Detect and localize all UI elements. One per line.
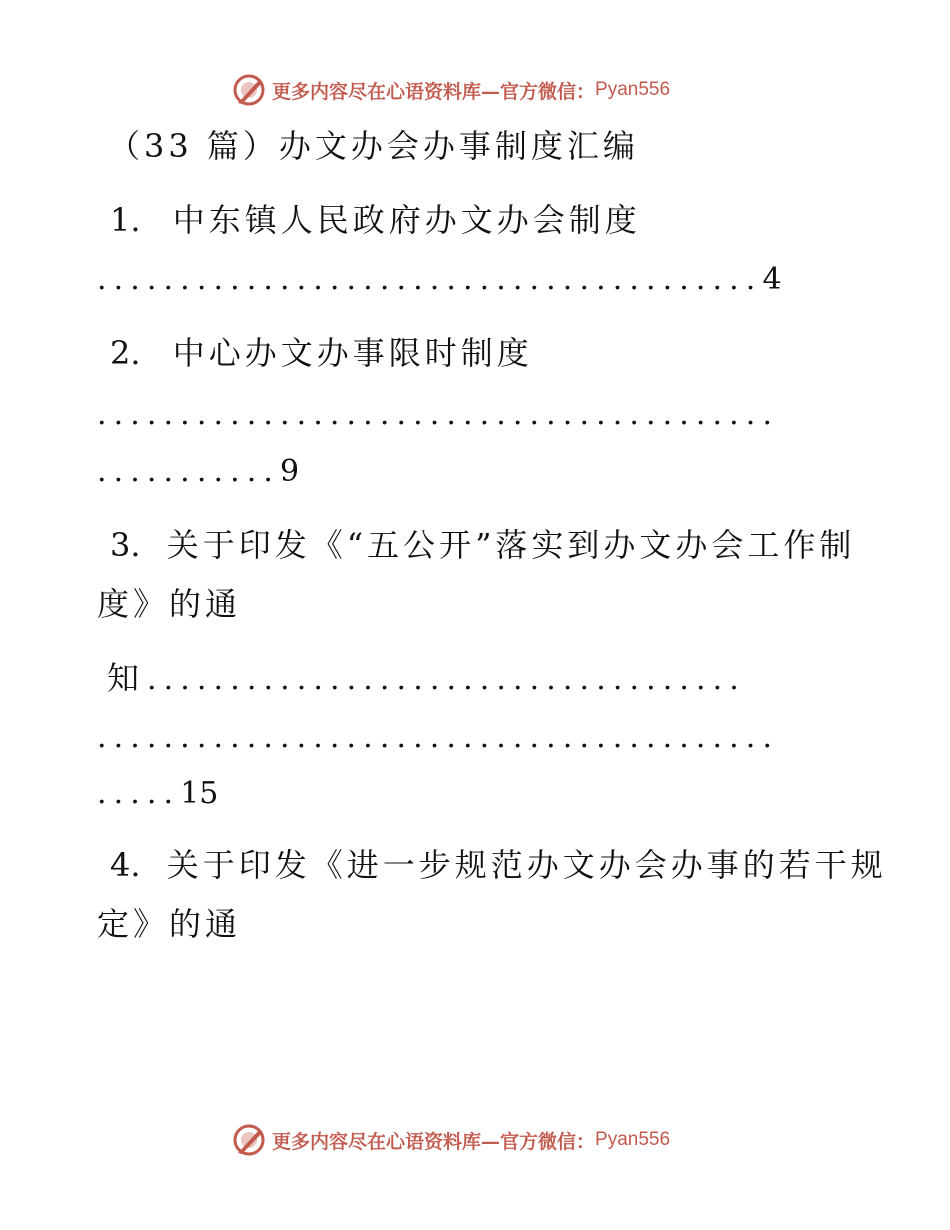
toc-leader-3a: 知 .................................... (107, 659, 746, 697)
toc-leader-3c: .....15 (97, 776, 219, 811)
toc-entry-3 (110, 525, 855, 565)
watermark-banner-bottom (232, 1122, 670, 1158)
toc-entry-3-line2: 度》的通 (97, 585, 242, 623)
toc-entry-3-line3: 知 (107, 659, 140, 697)
watermark-text: 更多内容尽在心语资料库—官方微信： (272, 1130, 596, 1153)
toc-entry-number: 1. (110, 201, 141, 239)
watermark-text: 更多内容尽在心语资料库—官方微信： (272, 80, 596, 103)
watermark-handle: Pyan556 (595, 79, 671, 100)
toc-entry-2 (110, 333, 533, 373)
toc-entry-number: 3. (110, 526, 141, 564)
toc-entry-4-line2: 定》的通 (97, 905, 242, 943)
toc-leader-2a: ......................................... (97, 397, 780, 432)
toc-entry-number: 2. (110, 334, 141, 372)
quill-logo-icon (232, 73, 266, 107)
toc-entry-title: 关于印发《进一步规范办文办会办事的若干规 (166, 846, 887, 884)
toc-entry-number: 4. (110, 846, 141, 884)
watermark-handle: Pyan556 (595, 1129, 671, 1150)
toc-page-number: 9 (280, 454, 300, 489)
toc-entry-title: 关于印发《“五公开”落实到办文办会工作制 (166, 526, 856, 564)
toc-leader-1: ........................................4 (97, 262, 782, 297)
document-title: （33 篇）办文办会办事制度汇编 (108, 127, 639, 165)
toc-leader-3b: ......................................... (97, 720, 780, 755)
toc-entry-4 (110, 845, 887, 885)
toc-entry-1 (110, 200, 641, 240)
toc-leader-2b: ...........9 (97, 454, 300, 489)
toc-page-number: 15 (180, 776, 219, 811)
quill-logo-icon (232, 1123, 266, 1157)
toc-entry-title: 中心办文办事限时制度 (172, 334, 533, 372)
toc-entry-title: 中东镇人民政府办文办会制度 (172, 201, 641, 239)
toc-page-number: 4 (762, 262, 782, 297)
watermark-banner-top (232, 72, 670, 108)
